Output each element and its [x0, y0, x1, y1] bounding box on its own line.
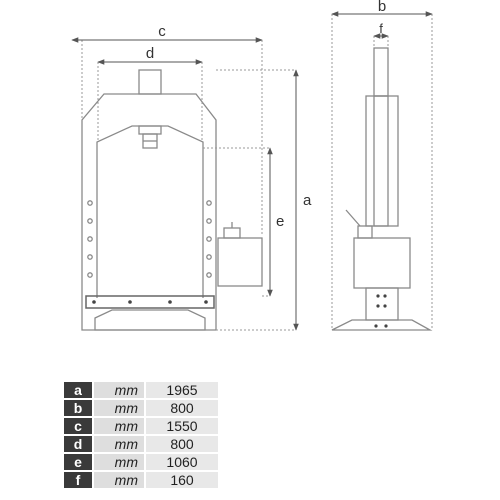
side-column	[366, 96, 398, 226]
front-base	[95, 310, 205, 330]
spec-letter: a	[64, 382, 92, 398]
front-ram-block	[139, 126, 161, 134]
front-frame-outer	[82, 94, 216, 330]
spec-row	[64, 382, 218, 398]
spec-unit: mm	[94, 400, 144, 416]
spec-row	[64, 418, 218, 434]
side-view	[332, 48, 430, 330]
dimension-a-label: a	[303, 192, 312, 209]
spec-value: 160	[146, 472, 218, 488]
front-frame-inner	[97, 126, 203, 298]
front-view	[82, 70, 262, 330]
spec-row	[64, 454, 218, 470]
side-ram-fitting	[358, 226, 372, 238]
dimension-d-label: d	[145, 45, 155, 62]
spec-letter: f	[64, 472, 92, 488]
dimension-spec-table	[64, 380, 218, 490]
side-head-block	[354, 238, 410, 288]
spec-letter: e	[64, 454, 92, 470]
side-base	[332, 320, 430, 330]
spec-row	[64, 400, 218, 416]
spec-letter: c	[64, 418, 92, 434]
spec-value: 1965	[146, 382, 218, 398]
side-lower-column	[366, 288, 398, 320]
spec-unit: mm	[94, 436, 144, 452]
spec-value: 800	[146, 400, 218, 416]
front-pump-unit	[218, 238, 262, 286]
spec-row	[64, 472, 218, 488]
front-adjustment-holes	[88, 201, 211, 277]
spec-unit: mm	[94, 382, 144, 398]
spec-unit: mm	[94, 418, 144, 434]
dimension-lines	[72, 14, 432, 330]
spec-value: 1550	[146, 418, 218, 434]
dimension-f-label: f	[379, 21, 383, 36]
side-cylinder-inner	[374, 96, 388, 226]
side-cylinder-rod	[374, 48, 388, 96]
dimension-c-label: c	[158, 23, 166, 40]
spec-value: 800	[146, 436, 218, 452]
spec-letter: d	[64, 436, 92, 452]
spec-value: 1060	[146, 454, 218, 470]
front-bed-beam	[86, 296, 214, 308]
spec-letter: b	[64, 400, 92, 416]
spec-unit: mm	[94, 454, 144, 470]
spec-row	[64, 436, 218, 452]
dimension-b-label: b	[377, 0, 387, 15]
spec-unit: mm	[94, 472, 144, 488]
front-cylinder-rod	[139, 70, 161, 94]
dimension-e-label: e	[276, 213, 285, 230]
front-pump-cap	[224, 228, 240, 238]
